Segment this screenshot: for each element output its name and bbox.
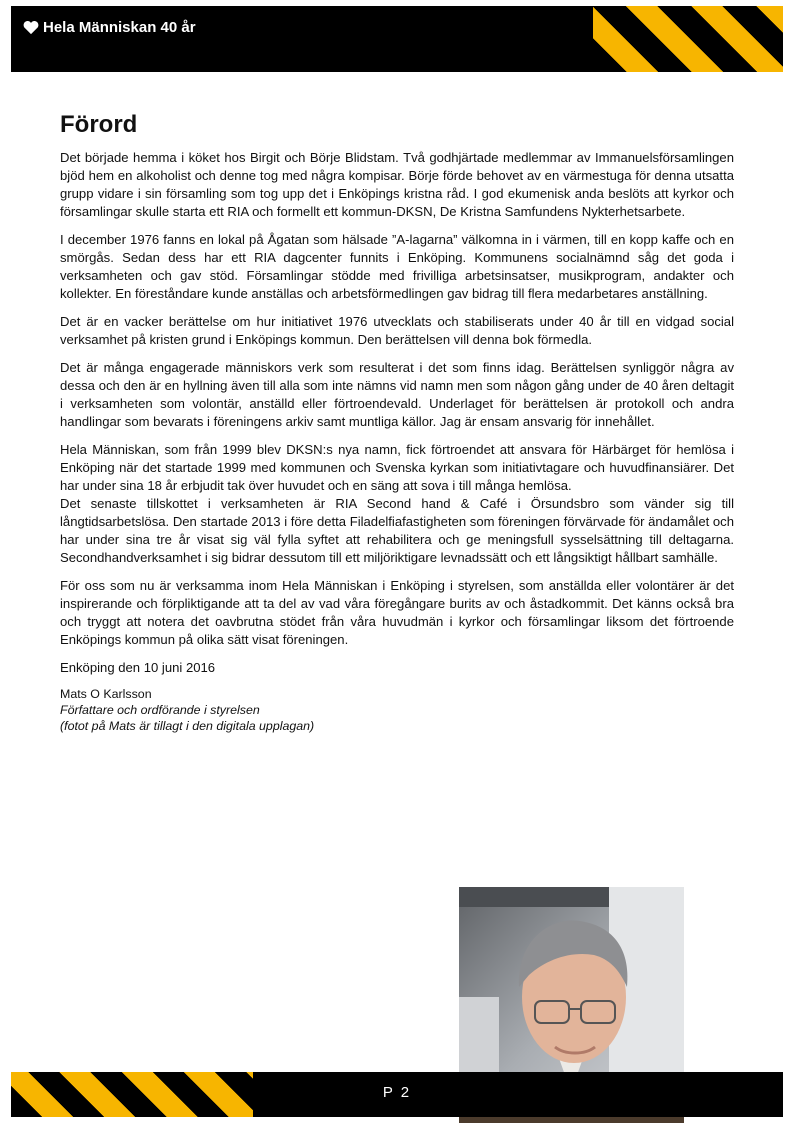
author-name: Mats O Karlsson (60, 687, 152, 701)
page-content (60, 110, 734, 734)
page-title: Förord (60, 111, 138, 138)
paragraph: Det senaste tillskottet i verksamheten är RIA Second hand & Café i Örsundsbro som vänder sig till långtidsarbetslösa. Den startade 2013 i före detta Filadelfiafastigheten som föreningen förvärvade för ändamålet och har under sina tre år visat sig väl fylla syftet att rehabilitera och ge meningsfull sysselsättning till deltagarna. Secondhandverksamhet i sig bidrar dessutom till ett miljöriktigare levnadssätt och ett långsiktigt hållbart samhälle. (60, 496, 735, 565)
paragraph: För oss som nu är verksamma inom Hela Människan i Enköping i styrelsen, som anställda eller volontärer är det inspirerande och förpliktigande att ta del av vad våra föregångare burits av och åstadkommit. Det känns också bra och tryggt att notera det oavbrutna stödet från våra huvudmän i kyrkor och församlingar liksom det förtroende Enköpings kommun på olika sätt visat föreningen. (60, 578, 734, 647)
header-bar (11, 6, 783, 72)
paragraph: I december 1976 fanns en lokal på Ågatan som hälsade ”A-lagarna” välkomna in i värmen, till en kopp kaffe och en smörgås. Sedan dess har ett RIA dagcenter funnits i Enköping. Kommunens socialnämnd såg det goda i verksamheten och gav stöd. Församlingar stödde med frivilliga arbetsinsatser, musikprogram, andakter och kollekter. En föreståndare kunde anställas och arbetsförmedlingen gav bidrag till flera medarbetares anställning. (60, 232, 734, 301)
footer-bar (11, 1072, 783, 1117)
paragraph: Det är många engagerade människors verk som resulterat i det som finns idag. Berättelsen synliggör några av dessa och den är en hyllning även till alla som inte nämns vid namn men som någon gång under de 40 åren deltagit i verksamheten som volontär, anställd eller förtroendevald. Underlaget för berättelsen är protokoll och andra handlingar som bevarats i föreningens arkiv samt muntliga källor. Jag är ensam ansvarig för innehållet. (60, 360, 734, 429)
photo-note: (fotot på Mats är tillagt i den digitala upplagan) (60, 719, 315, 733)
date-line: Enköping den 10 juni 2016 (60, 660, 216, 675)
author-role: Författare och ordförande i styrelsen (60, 703, 260, 717)
paragraph: Det började hemma i köket hos Birgit och Börje Blidstam. Två godhjärtade medlemmar av Immanuelsförsamlingen bjöd hem en alkoholist och denne tog med några kompisar. Börje förde behovet av en värmestuga för denna utsatta grupp vidare i sin församling som tog upp det i Enköpings kristna råd. I god ekumenisk anda beslöts att kyrkor och församlingar skulle starta ett RIA och formellt ett kommun-DKSN, De Kristna Samfundens Nykterhetsarbete. (60, 150, 734, 219)
heart-icon (23, 20, 39, 35)
header-title-text: Hela Människan 40 år (43, 19, 196, 36)
paragraph: Hela Människan, som från 1999 blev DKSN:s nya namn, fick förtroendet att ansvara för Härbärget för hemlösa i Enköping när det startade 1999 med kommunen och Svenska kyrkan som initiativtagare och huvudfinansiärer. Det har under sina 18 år erbjudit tak över huvudet och en säng att sova i till många hemlösa. (60, 442, 734, 493)
page-number: P 2 (382, 1084, 412, 1101)
header-stripes (593, 6, 783, 72)
header-title (23, 19, 196, 36)
paragraph: Det är en vacker berättelse om hur initiativet 1976 utvecklats och stabiliserats under 40 år till en vidgad social verksamhet på kristen grund i Enköpings kommun. Den berättelsen vill denna bok förmedla. (60, 314, 734, 347)
